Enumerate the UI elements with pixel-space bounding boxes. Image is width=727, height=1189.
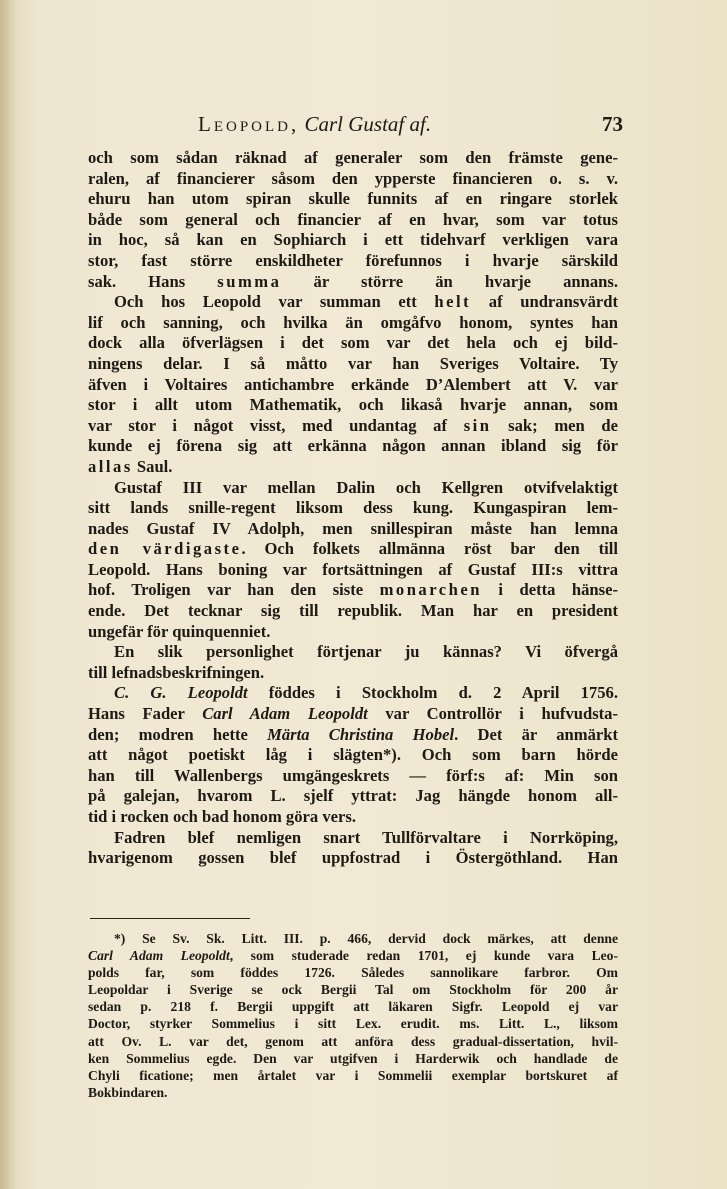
text-run: Saul. bbox=[132, 456, 173, 476]
spaced-emphasis: helt bbox=[434, 292, 472, 312]
text-line bbox=[88, 313, 618, 334]
running-title-given-names: Carl Gustaf af. bbox=[304, 112, 432, 136]
text-line bbox=[88, 848, 618, 869]
text-run: att något poetiskt låg i slägten*). Och som barn hörde bbox=[88, 745, 618, 765]
spaced-emphasis: monarchen bbox=[379, 580, 482, 600]
text-run: var Controllör i hufvudsta- bbox=[367, 704, 619, 724]
text-run: att Ov. L. var det, genom att anföra dess gradual-dissertation, hvil- bbox=[88, 1033, 618, 1049]
running-title-name: Leopold, bbox=[198, 112, 300, 136]
footnote-line bbox=[88, 1067, 618, 1084]
text-line bbox=[88, 498, 618, 519]
page-spine-shadow bbox=[0, 0, 16, 1189]
text-run: nades Gustaf IV Adolph, men snillespiran måste han lemna bbox=[88, 518, 618, 538]
footnote bbox=[88, 930, 618, 1101]
text-run: polds far, som föddes 1726. Således sannolikare farbror. Om bbox=[88, 965, 618, 981]
text-line bbox=[88, 580, 618, 601]
italic-name: Carl Adam Leopoldt bbox=[202, 704, 368, 724]
text-line bbox=[88, 333, 618, 354]
text-run: ungefär för quinquenniet. bbox=[88, 621, 271, 641]
text-line bbox=[88, 416, 618, 437]
text-run: är större än hvarje annans. bbox=[281, 271, 618, 291]
spaced-emphasis: den värdigaste bbox=[88, 539, 242, 559]
spaced-emphasis: summa bbox=[217, 271, 282, 291]
text-run: hof. Troligen var han den siste bbox=[88, 580, 380, 600]
text-run: till lefnadsbeskrifningen. bbox=[88, 662, 265, 682]
text-line bbox=[88, 395, 618, 416]
text-run: Hans Fader bbox=[88, 704, 203, 724]
text-line bbox=[88, 725, 618, 746]
italic-name: Carl Adam Leopoldt bbox=[88, 948, 230, 964]
text-run: ehuru han utom spiran skulle funnits af en ringare storlek bbox=[88, 189, 618, 209]
footnote-line bbox=[88, 1050, 618, 1067]
text-run: Fadren blef nemligen snart Tullförvaltare i Norrköping, bbox=[114, 827, 618, 847]
text-run: äfven i Voltaires antichambre erkände D’Alembert att V. var bbox=[88, 374, 618, 394]
text-run: in hoc, så kan en Sophiarch i ett tidehvarf verkligen vara bbox=[88, 230, 618, 250]
text-line bbox=[88, 478, 618, 499]
text-run: i detta hänse- bbox=[481, 580, 618, 600]
text-run: sedan p. 218 f. Bergii uppgift att läkaren Sigfr. Leopold ej var bbox=[88, 999, 618, 1015]
text-line bbox=[88, 560, 618, 581]
text-run: En slik personlighet förtjenar ju kännas? Vi öfvergå bbox=[114, 642, 618, 662]
text-line bbox=[88, 828, 618, 849]
text-run: var stor i något visst, med undantag af bbox=[88, 415, 464, 435]
footnote-line bbox=[88, 1033, 618, 1050]
footnote-rule bbox=[90, 918, 250, 919]
text-run: dock alla öfverlägsen i det som var det hela och ej bild- bbox=[88, 333, 618, 353]
text-line bbox=[88, 457, 618, 478]
text-run: hvarigenom gossen blef uppfostrad i Östergöthland. Han bbox=[88, 848, 618, 868]
text-run: *) Se Sv. Sk. Litt. III. p. 466, dervid dock märkes, att denne bbox=[114, 931, 618, 946]
text-run: stor, fast större enskildheter förefunnos i hvarje särskild bbox=[88, 250, 618, 270]
text-line bbox=[88, 230, 618, 251]
italic-name: C. G. Leopoldt bbox=[114, 683, 248, 703]
text-run: kunde ej förena sig att erkänna någon annan ibland sig för bbox=[88, 436, 618, 456]
text-line bbox=[88, 642, 618, 663]
footnote-line bbox=[88, 964, 618, 981]
text-run: Leopold. Hans boning var fortsättningen af Gustaf III:s vittra bbox=[88, 559, 618, 579]
text-line bbox=[88, 148, 618, 169]
text-line bbox=[88, 539, 618, 560]
text-line bbox=[88, 807, 618, 828]
footnote-line bbox=[88, 998, 618, 1015]
text-line bbox=[88, 745, 618, 766]
italic-name: Märta Christina Hobel bbox=[267, 724, 455, 744]
text-run: han till Wallenbergs umgängeskrets — förf:s af: Min son bbox=[88, 765, 618, 785]
text-run: stor i allt utom Mathematik, och likaså hvarje annan, som bbox=[88, 395, 618, 415]
text-run: Bokbindaren. bbox=[88, 1084, 168, 1100]
text-run: tid i rocken och bad honom göra vers. bbox=[88, 807, 356, 826]
text-run: och som sådan räknad af generaler som den främste gene- bbox=[88, 148, 618, 167]
text-run: Chyli ficatione; men årtalet var i Sommelii exemplar bortskuret af bbox=[88, 1067, 618, 1083]
text-run: . Och folkets allmänna röst bar den till bbox=[241, 539, 618, 559]
text-line bbox=[88, 210, 618, 231]
text-run: ende. Det tecknar sig till republik. Man har en president bbox=[88, 601, 618, 621]
text-line bbox=[88, 683, 618, 704]
text-line bbox=[88, 436, 618, 457]
footnote-line bbox=[88, 947, 618, 964]
text-line bbox=[88, 354, 618, 375]
text-run: på galejan, hvarom L. sjelf yttrat: Jag hängde honom all- bbox=[88, 786, 618, 806]
text-line bbox=[88, 601, 618, 622]
text-run: lif och sanning, och hvilka än omgåfvo honom, syntes han bbox=[88, 312, 618, 332]
text-line bbox=[88, 292, 618, 313]
footnote-line bbox=[88, 1084, 618, 1101]
text-line bbox=[88, 169, 618, 190]
text-run: ken Sommelius egde. Den var utgifven i Harderwik och handlade de bbox=[88, 1050, 618, 1066]
running-title bbox=[198, 112, 431, 137]
running-header bbox=[198, 112, 623, 138]
text-run: Och hos Leopold var summan ett bbox=[114, 292, 435, 312]
text-line bbox=[88, 622, 618, 643]
footnote-line bbox=[88, 930, 618, 947]
text-line bbox=[88, 663, 618, 684]
body-text bbox=[88, 148, 618, 869]
text-line bbox=[88, 766, 618, 787]
text-line bbox=[88, 704, 618, 725]
spaced-emphasis: sin bbox=[463, 415, 492, 435]
text-run: af undransvärdt bbox=[471, 292, 618, 312]
text-run: både som general och financier af en hvar, som var totus bbox=[88, 209, 618, 229]
text-run: Doctor, styrker Sommelius i sitt Lex. erudit. ms. Litt. L., liksom bbox=[88, 1016, 618, 1032]
text-run: sak; men de bbox=[491, 415, 619, 435]
text-line bbox=[88, 519, 618, 540]
text-line bbox=[88, 272, 618, 293]
text-line bbox=[88, 251, 618, 272]
spaced-emphasis: allas bbox=[88, 456, 133, 476]
text-run: Gustaf III var mellan Dalin och Kellgren otvifvelaktigt bbox=[114, 477, 618, 497]
text-run: föddes i Stockholm d. 2 April 1756. bbox=[247, 683, 619, 703]
text-line bbox=[88, 786, 618, 807]
text-line bbox=[88, 189, 618, 210]
text-run: ningens delar. I så måtto var han Sveriges Voltaire. Ty bbox=[88, 353, 618, 373]
text-line bbox=[88, 375, 618, 396]
text-run: den; modren hette bbox=[88, 724, 268, 744]
text-run: sitt lands snille-regent liksom dess kung. Kungaspiran lem- bbox=[88, 498, 618, 518]
page-number: 73 bbox=[602, 112, 623, 136]
text-run: . Det är anmärkt bbox=[454, 724, 618, 744]
text-run: Leopoldar i Sverige se ock Bergii Tal om Stockholm för 200 år bbox=[88, 982, 618, 998]
footnote-line bbox=[88, 981, 618, 998]
text-run: , som studerade redan 1701, ej kunde vara Leo- bbox=[229, 948, 618, 964]
text-run: sak. Hans bbox=[88, 271, 218, 291]
footnote-line bbox=[88, 1015, 618, 1032]
text-run: ralen, af financierer såsom den ypperste financieren o. s. v. bbox=[88, 168, 618, 188]
